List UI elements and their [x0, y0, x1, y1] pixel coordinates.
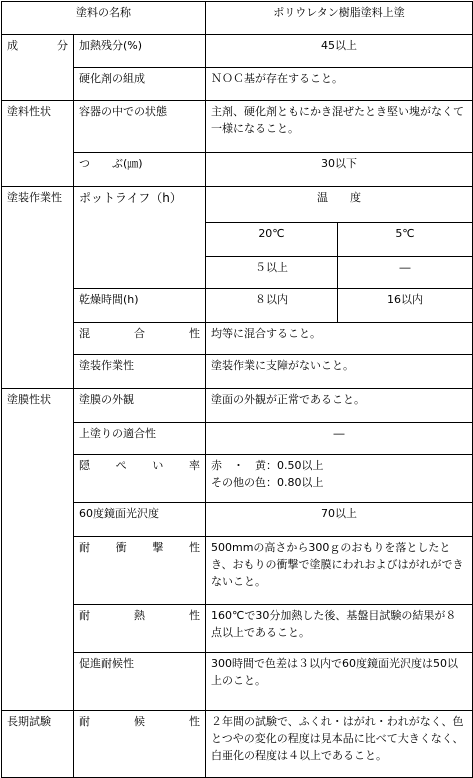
item-drying-time-label: 乾燥時間(h): [74, 289, 206, 323]
temperature-5c: 5℃: [338, 223, 473, 257]
item-workability-label: 塗装作業性: [74, 355, 206, 389]
category-workability: 塗装作業性: [2, 187, 74, 389]
row-container-state: [2, 101, 473, 153]
item-hiding-ratio-value: [206, 455, 473, 503]
item-heating-residue-label: 加熱残分(%): [74, 35, 206, 68]
item-mixability: [74, 323, 206, 355]
item-impact-resistance: [74, 537, 206, 605]
hiding-ratio-other-colors: その他の色：0.80以上: [211, 476, 324, 490]
category-composition-label: 成 分: [7, 39, 68, 52]
header-paint-name-value: ポリウレタン樹脂塗料上塗: [206, 2, 473, 35]
item-container-state-label: 容器の中での状態: [74, 101, 206, 153]
item-topcoat-compat-value: ―: [206, 423, 473, 455]
item-impact-resistance-label: 耐 衝 撃 性: [79, 541, 200, 554]
row-film-appearance: [2, 389, 473, 423]
header-paint-name-label: 塗料の名称: [2, 2, 206, 35]
drying-time-20c-value: ８以内: [206, 289, 338, 323]
item-container-state-value: 主剤、硬化剤ともにかき混ぜたとき堅い塊がなくて一様になること。: [206, 101, 473, 153]
row-weathering: [2, 711, 473, 778]
item-film-appearance-value: 塗面の外観が正常であること。: [206, 389, 473, 423]
item-heat-resistance: [74, 605, 206, 653]
item-hiding-ratio: [74, 455, 206, 503]
item-film-appearance-label: 塗膜の外観: [74, 389, 206, 423]
item-mixability-value: 均等に混合すること。: [206, 323, 473, 355]
item-heat-resistance-value: 160℃で30分加熱した後、基盤目試験の結果が８点以上であること。: [206, 605, 473, 653]
category-long-term-test: 長期試験: [2, 711, 74, 778]
item-hiding-ratio-label: 隠 ぺ い 率: [79, 459, 200, 472]
item-topcoat-compat-label: 上塗りの適合性: [74, 423, 206, 455]
item-grain-size-label: つ ぶ(㎛): [74, 153, 206, 187]
row-potlife-header: [2, 187, 473, 223]
item-grain-size-value: 30以下: [206, 153, 473, 187]
potlife-20c-value: ５以上: [206, 257, 338, 289]
item-impact-resistance-value: 500mmの高さから300ｇのおもりを落としたとき、おもりの衝撃で塗膜にわれおよびはがれができないこと。: [206, 537, 473, 605]
item-gloss-label: 60度鏡面光沢度: [74, 503, 206, 537]
item-weathering: [74, 711, 206, 778]
header-row: [2, 2, 473, 35]
item-accelerated-weathering-value: 300時間で色差は３以内で60度鏡面光沢度は50以上のこと。: [206, 653, 473, 711]
item-weathering-value: ２年間の試験で、ふくれ・はがれ・われがなく、色とつやの変化の程度は見本品に比べて大きくなく、白亜化の程度は４以上であること。: [206, 711, 473, 778]
drying-time-5c-value: 16以内: [338, 289, 473, 323]
item-gloss-value: 70以上: [206, 503, 473, 537]
category-film-properties: 塗膜性状: [2, 389, 74, 711]
temperature-20c: 20℃: [206, 223, 338, 257]
item-workability-value: 塗装作業に支障がないこと。: [206, 355, 473, 389]
item-accelerated-weathering-label: 促進耐候性: [74, 653, 206, 711]
item-heating-residue-value: 45以上: [206, 35, 473, 68]
item-hardener-composition-value: ＮＯＣ基が存在すること。: [206, 68, 473, 101]
paint-spec-table: [1, 1, 473, 778]
temperature-header: 温 度: [206, 187, 473, 223]
category-paint-properties: 塗料性状: [2, 101, 74, 187]
row-heating-residue: [2, 35, 473, 68]
item-hardener-composition-label: 硬化剤の組成: [74, 68, 206, 101]
item-heat-resistance-label: 耐 熱 性: [79, 609, 200, 622]
category-composition: [2, 35, 74, 101]
item-potlife-label: ポットライフ（h）: [74, 187, 206, 289]
item-mixability-label: 混 合 性: [79, 327, 200, 340]
hiding-ratio-red-yellow: 赤 ・ 黄：0.50以上: [211, 459, 324, 472]
potlife-5c-value: ―: [338, 257, 473, 289]
item-weathering-label: 耐 候 性: [79, 715, 200, 728]
